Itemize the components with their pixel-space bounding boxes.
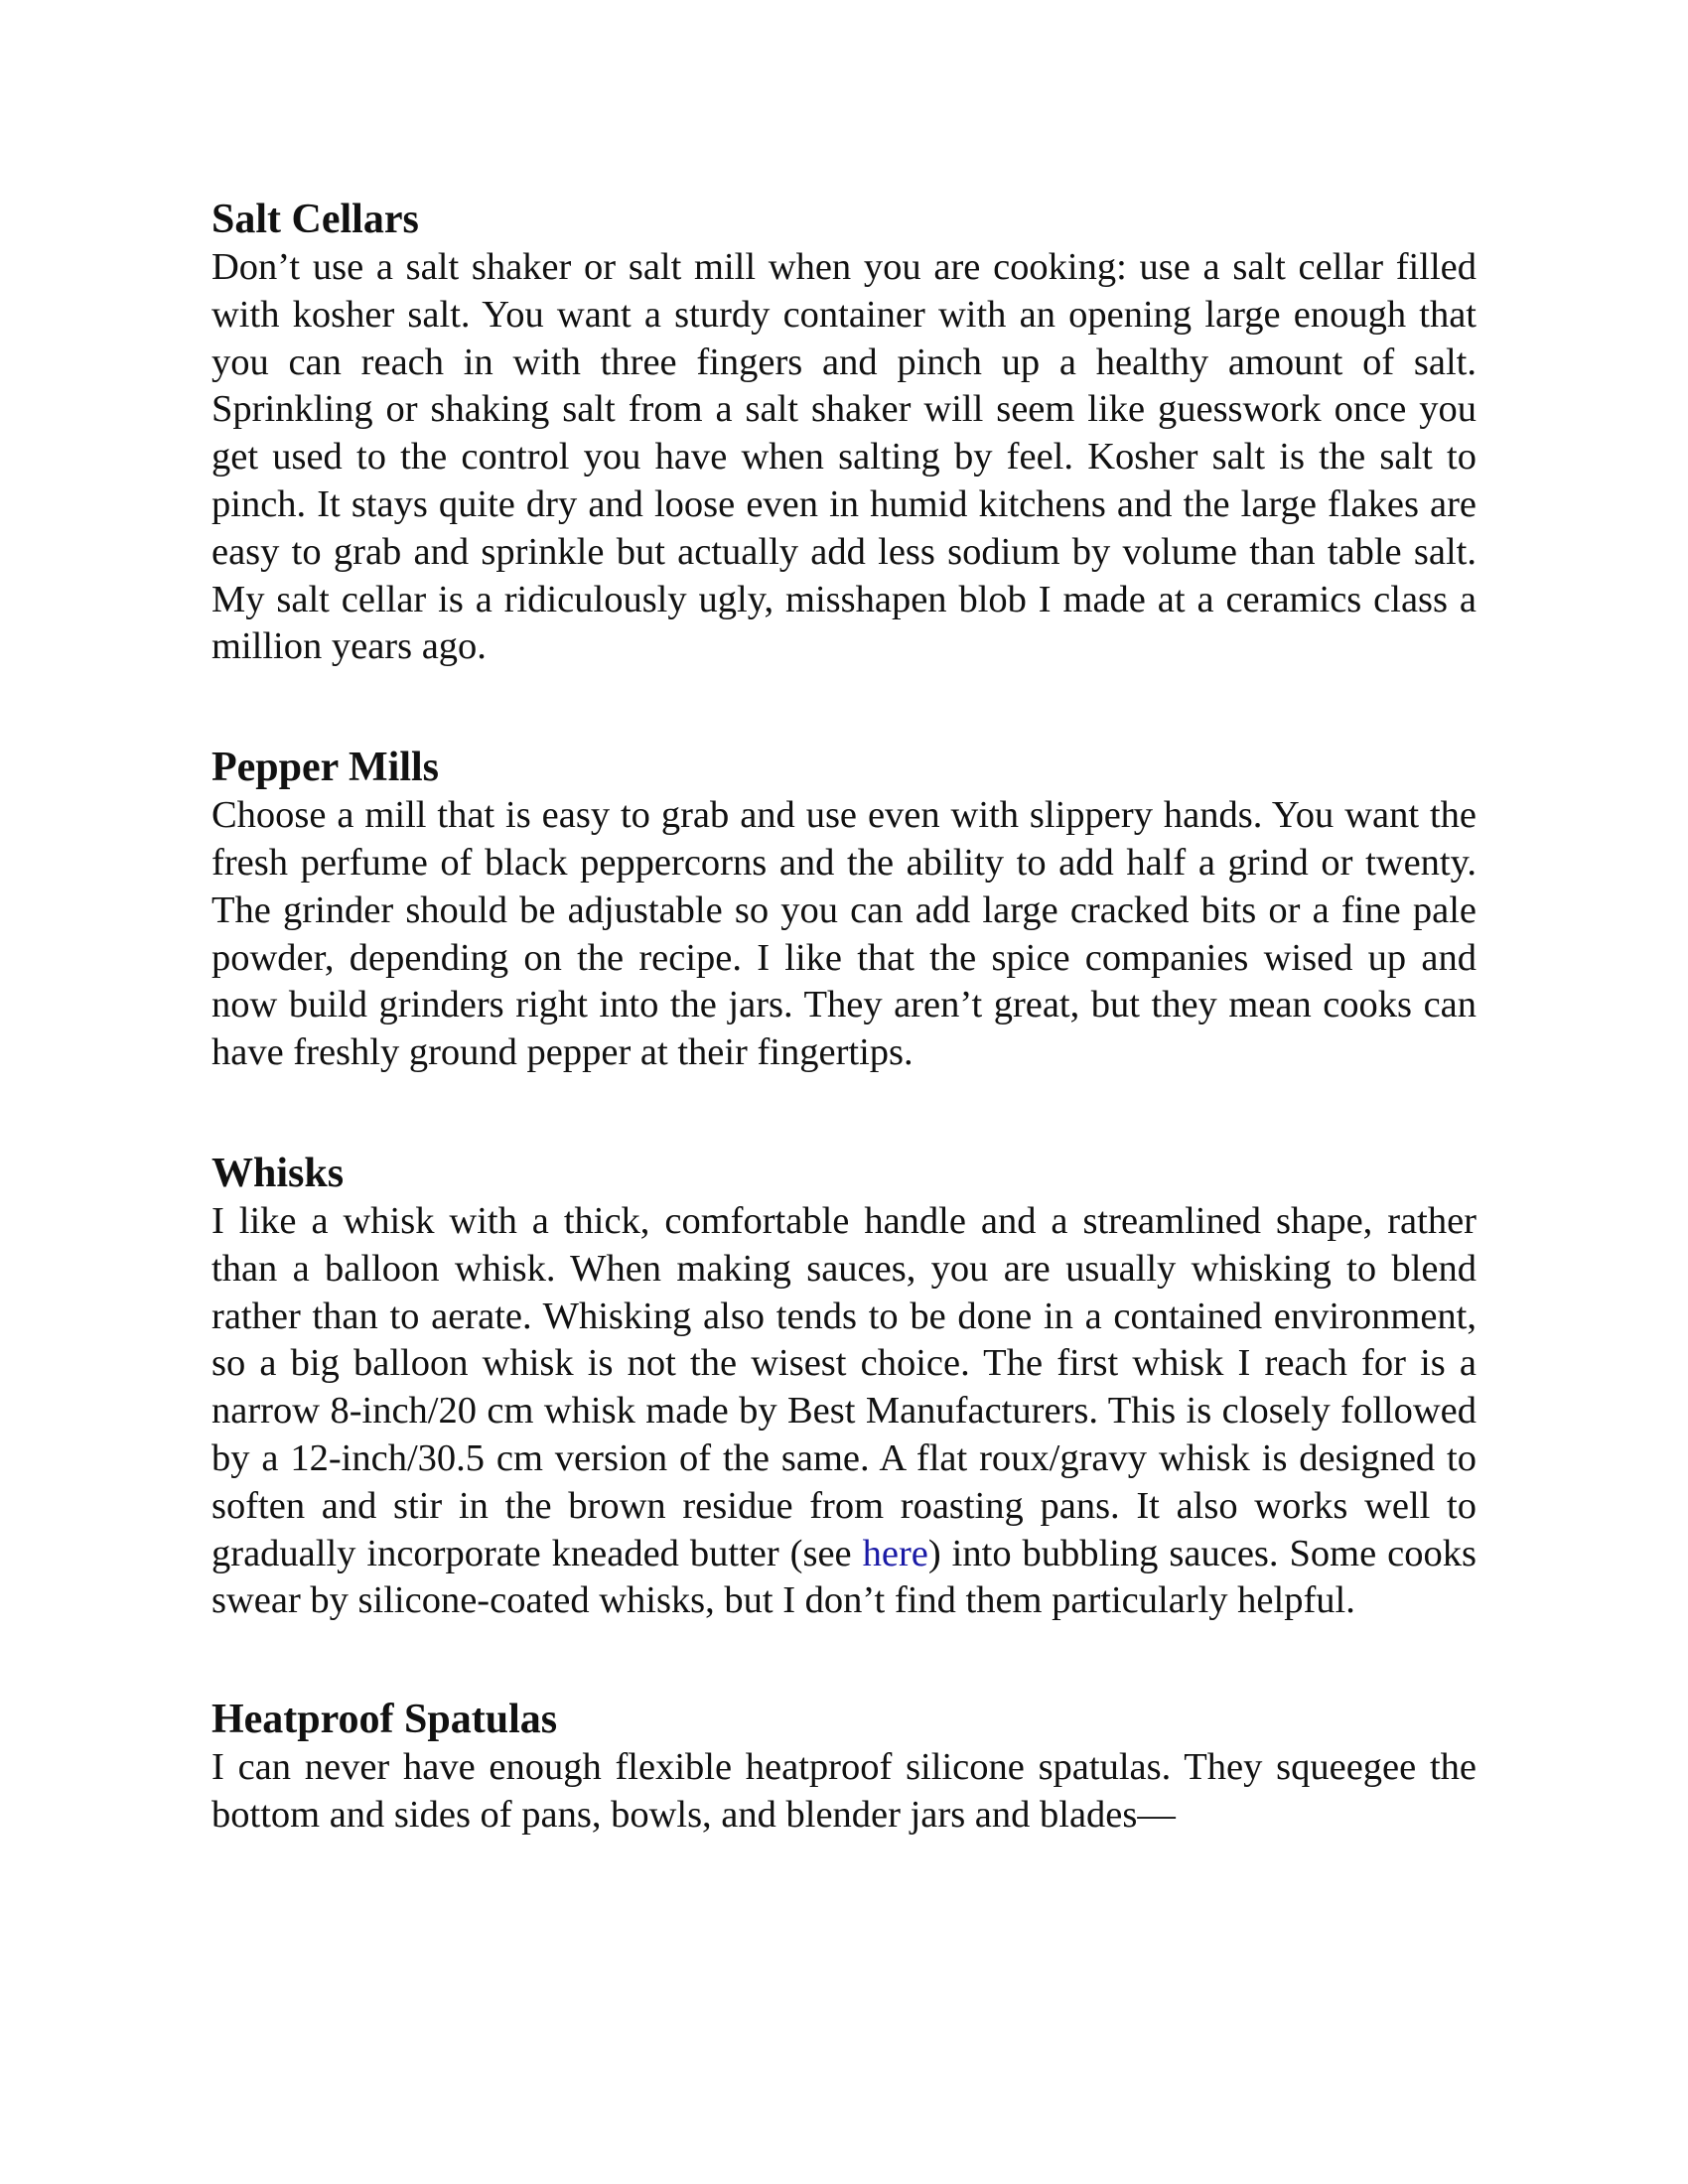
heading-pepper-mills: Pepper Mills [211,745,440,791]
heading-whisks: Whisks [211,1150,345,1196]
paragraph-whisks-text-after-link: ) into bubbling sauces. Some cooks swear by silicone-coated whisks, but I don’t find them particularly helpful. [211,1532,1477,1622]
paragraph-salt-cellars: Don’t use a salt shaker or salt mill when you are cooking: use a salt cellar filled with kosher salt. You want a sturdy container with an opening large enough that you can reach in with three fingers and pinch up a healthy amount of salt. Sprinkling or shaking salt from a salt shaker will seem like guesswork once you get used to the control you have when salting by feel. Kosher salt is the salt to pinch. It stays quite dry and loose even in humid kitchens and the large flakes are easy to grab and sprinkle but actually add less sodium by volume than table salt. My salt cellar is a ridiculously ugly, misshapen blob I made at a ceramics class a million years ago. [211,246,1477,668]
section-pepper-mills [211,743,1477,1077]
document-page [211,195,1477,1840]
paragraph-whisks-text-before-link: I like a whisk with a thick, comfortable handle and a streamlined shape, rather than a balloon whisk. When making sauces, you are usually whisking to blend rather than to aerate. Whisking also tends to be done in a contained environment, so a big balloon whisk is not the wisest choice. The first whisk I reach for is a narrow 8-inch/20 cm whisk made by Best Manufacturers. This is closely followed by a 12-inch/30.5 cm version of the same. A flat roux/gravy whisk is designed to soften and stir in the brown residue from roasting pans. It also works well to gradually incorporate kneaded butter (see [211,1199,1477,1574]
heading-salt-cellars: Salt Cellars [211,197,419,242]
heading-heatproof-spatulas: Heatproof Spatulas [211,1697,558,1743]
section-heatproof-spatulas [211,1695,1477,1840]
section-whisks [211,1149,1477,1625]
paragraph-whisks [211,1198,1477,1625]
section-salt-cellars [211,195,1477,671]
here-link[interactable]: here [862,1532,928,1574]
paragraph-heatproof-spatulas: I can never have enough flexible heatproof silicone spatulas. They squeegee the bottom and sides of pans, bowls, and blender jars and blades— [211,1746,1477,1836]
paragraph-pepper-mills: Choose a mill that is easy to grab and use even with slippery hands. You want the fresh perfume of black peppercorns and the ability to add half a grind or twenty. The grinder should be adjustable so you can add large cracked bits or a fine pale powder, depending on the recipe. I like that the spice companies wised up and now build grinders right into the jars. They aren’t great, but they mean cooks can have freshly ground pepper at their fingertips. [211,794,1477,1074]
